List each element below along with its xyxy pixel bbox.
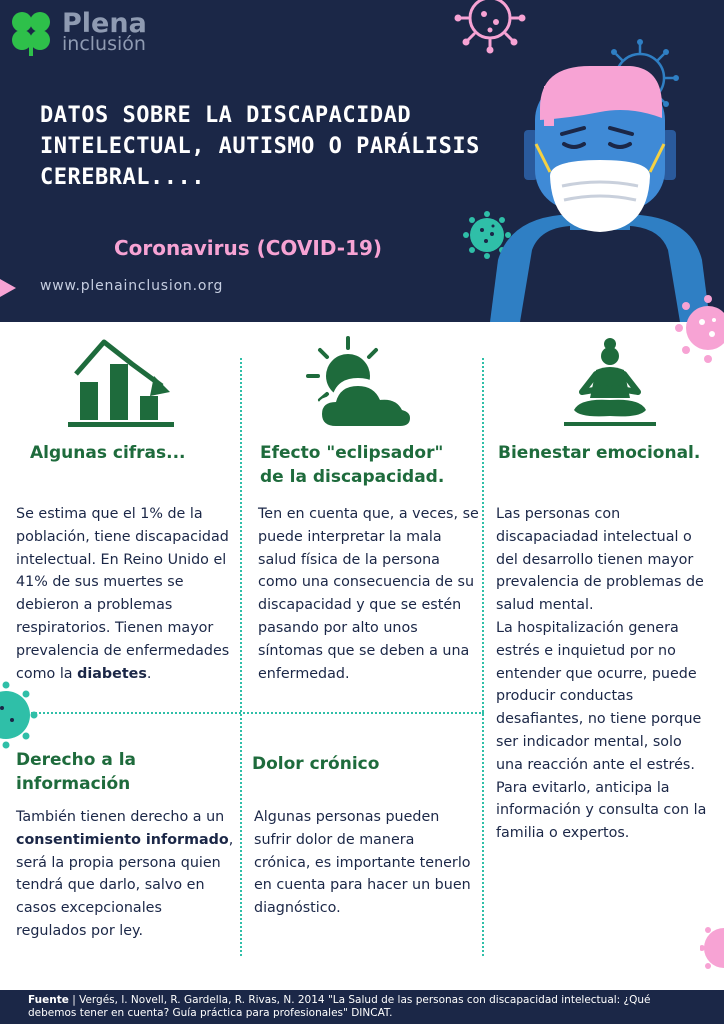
website-link[interactable]: www.plenainclusion.org [40, 278, 224, 294]
footer-citation: Vergés, l. Novell, R. Gardella, R. Rivas, N. 2014 "La Salud de las personas con discapacidad intelectual: ¿Qué debemos tener en cuenta? Guía práctica para profesionales" DINCAT. [28, 994, 651, 1019]
brand-name [62, 10, 147, 54]
brand-name-line1: Plena [62, 8, 147, 39]
meditation-icon [560, 334, 660, 430]
footer-label: Fuente [28, 994, 69, 1006]
derecho-post: , será la propia persona quien tendrá que darlo, salvo en casos excepcionales regulados por ley. [16, 831, 234, 939]
page-title: DATOS SOBRE LA DISCAPACIDAD INTELECTUAL, AUTISMO O PARÁLISIS CEREBRAL.... [40, 103, 480, 190]
cifras-bold-term: diabetes [77, 665, 147, 682]
section-title-dolor: Dolor crónico [252, 754, 380, 774]
virus-icon [674, 294, 724, 364]
page-subtitle: Coronavirus (COVID-19) [114, 236, 383, 260]
bienestar-paragraph-3: Para evitarlo, anticipa la información y consulta con la familia o expertos. [496, 779, 707, 842]
bienestar-paragraph-1: Las personas con discapaciadad intelectual o del desarrollo tienen mayor prevalencia de problemas de salud mental. [496, 506, 704, 614]
virus-icon [0, 680, 40, 750]
section-text-eclipsador: Ten en cuenta que, a veces, se puede interpretar la mala salud física de la persona como una consecuencia de su discapacidad y que se estén pasando por alto unos síntomas que se deben a una enfermedad. [258, 506, 479, 682]
section-title-eclipsador: Efecto "eclipsador" de la discapacidad. [260, 443, 445, 487]
column-divider [482, 358, 484, 956]
section-text-dolor: Algunas personas pueden sufrir dolor de manera crónica, es importante tenerlo en cuenta para hacer un buen diagnóstico. [254, 809, 471, 917]
section-text-cifras [16, 503, 236, 685]
column-divider [240, 358, 242, 956]
footer-separator: | [68, 994, 80, 1006]
virus-icon [700, 918, 724, 978]
virus-icon [450, 0, 534, 54]
derecho-bold-term: consentimiento informado [16, 831, 229, 848]
brand-name-line2: inclusión [62, 33, 146, 55]
section-title-bienestar: Bienestar emocional. [498, 443, 701, 463]
sun-cloud-icon [302, 334, 418, 430]
chart-down-icon [66, 334, 176, 430]
section-title-derecho: Derecho a la información [16, 750, 137, 794]
row-divider [0, 712, 484, 714]
section-text-derecho [16, 806, 236, 943]
bienestar-paragraph-2: La hospitalización genera estrés e inquietud por no entender que ocurre, puede producir conductas desafiantes, no tiene porque ser indicador mental, solo una reacción ante el estrés. [496, 619, 702, 773]
cifras-tail: . [146, 665, 152, 682]
arrow-right-icon [0, 279, 16, 297]
brand-logo[interactable] [8, 8, 147, 56]
section-title-cifras: Algunas cifras... [30, 443, 186, 463]
cifras-text: Se estima que el 1% de la población, tiene discapacidad intelectual. En Reino Unido el 41% de sus muertes se debieron a problemas respiratorios. Tienen mayor prevalencia de enfermedades como la [16, 506, 230, 682]
source-footer [0, 990, 724, 1024]
clover-logo-icon [8, 8, 54, 56]
derecho-pre: También tienen derecho a un [16, 809, 225, 825]
section-text-bienestar [496, 503, 712, 845]
header-banner [0, 0, 724, 322]
